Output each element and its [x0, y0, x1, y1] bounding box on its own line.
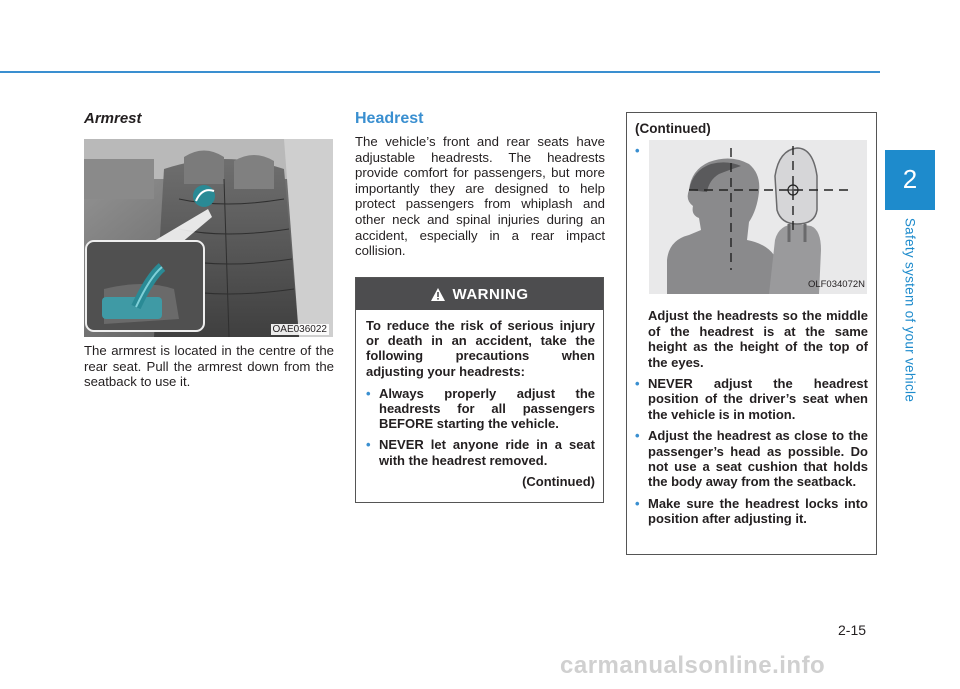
warning-header	[356, 278, 603, 310]
warning-heading: WARNING	[452, 285, 529, 303]
warning-intro: To reduce the risk of serious injury or death in an accident, take the following precautions when adjusting your headrests:	[366, 318, 595, 379]
headrest-section	[355, 110, 605, 259]
headrest-title: Headrest	[355, 110, 424, 127]
bullet-dot-icon: •	[635, 376, 640, 392]
headrest-body: The vehicle’s front and rear seats have adjustable headrests. The headrests provide comfort for passengers, but more importantly they are designed to help protect passengers from whiplash and other neck and spinal injuries during an accident, especially in a rear impact collision.	[355, 134, 605, 259]
top-rule	[0, 71, 880, 73]
page-number: 2-15	[838, 622, 867, 638]
continued-list	[635, 308, 868, 526]
list-item: • Make sure the headrest locks into position after adjusting it.	[635, 495, 868, 527]
warning-list	[366, 386, 595, 468]
armrest-photo	[84, 139, 333, 337]
continued-label: (Continued)	[635, 121, 711, 136]
list-item: • Adjust the headrest as close to the passenger’s head as possible. Do not use a seat cushion that holds the body away from the seatback.	[635, 428, 868, 490]
rear-seat-illustration	[84, 139, 333, 337]
list-item: • NEVER let anyone ride in a seat with the headrest removed.	[366, 437, 595, 468]
armrest-title: Armrest	[84, 110, 142, 127]
armrest-body: The armrest is located in the centre of the rear seat. Pull the armrest down from the seatback to use it.	[84, 343, 334, 390]
bullet-dot-icon: •	[635, 143, 640, 158]
continued-box	[626, 112, 877, 555]
bullet-dot-icon: •	[635, 428, 640, 444]
headrest-diagram	[649, 140, 867, 294]
armrest-section	[84, 110, 334, 390]
list-item: Adjust the headrests so the middle of the headrest is at the same height as the height of the top of the eyes.	[648, 308, 868, 370]
head-silhouette-illustration	[649, 140, 867, 294]
bullet-dot-icon: •	[366, 437, 371, 453]
chapter-title: Safety system of your vehicle	[902, 217, 918, 403]
diagram-image-code: OLF034072N	[807, 279, 865, 290]
warning-body	[356, 310, 603, 489]
list-item: • NEVER adjust the headrest position of the driver’s seat when the vehicle is in motion.	[635, 376, 868, 422]
warning-box	[355, 277, 604, 503]
bullet-dot-icon: •	[366, 385, 371, 401]
list-item: • Always properly adjust the headrests for all passengers BEFORE starting the vehicle.	[366, 385, 595, 432]
chapter-tab	[885, 150, 935, 210]
warning-continued: (Continued)	[522, 473, 595, 489]
chapter-title-vertical	[898, 212, 922, 408]
armrest-image-code: OAE036022	[272, 324, 327, 335]
warning-triangle-icon	[431, 288, 445, 301]
watermark: carmanualsonline.info	[560, 652, 826, 679]
bullet-dot-icon: •	[635, 495, 640, 511]
blue-arrow-icon	[193, 185, 215, 207]
chapter-number: 2	[902, 164, 918, 194]
